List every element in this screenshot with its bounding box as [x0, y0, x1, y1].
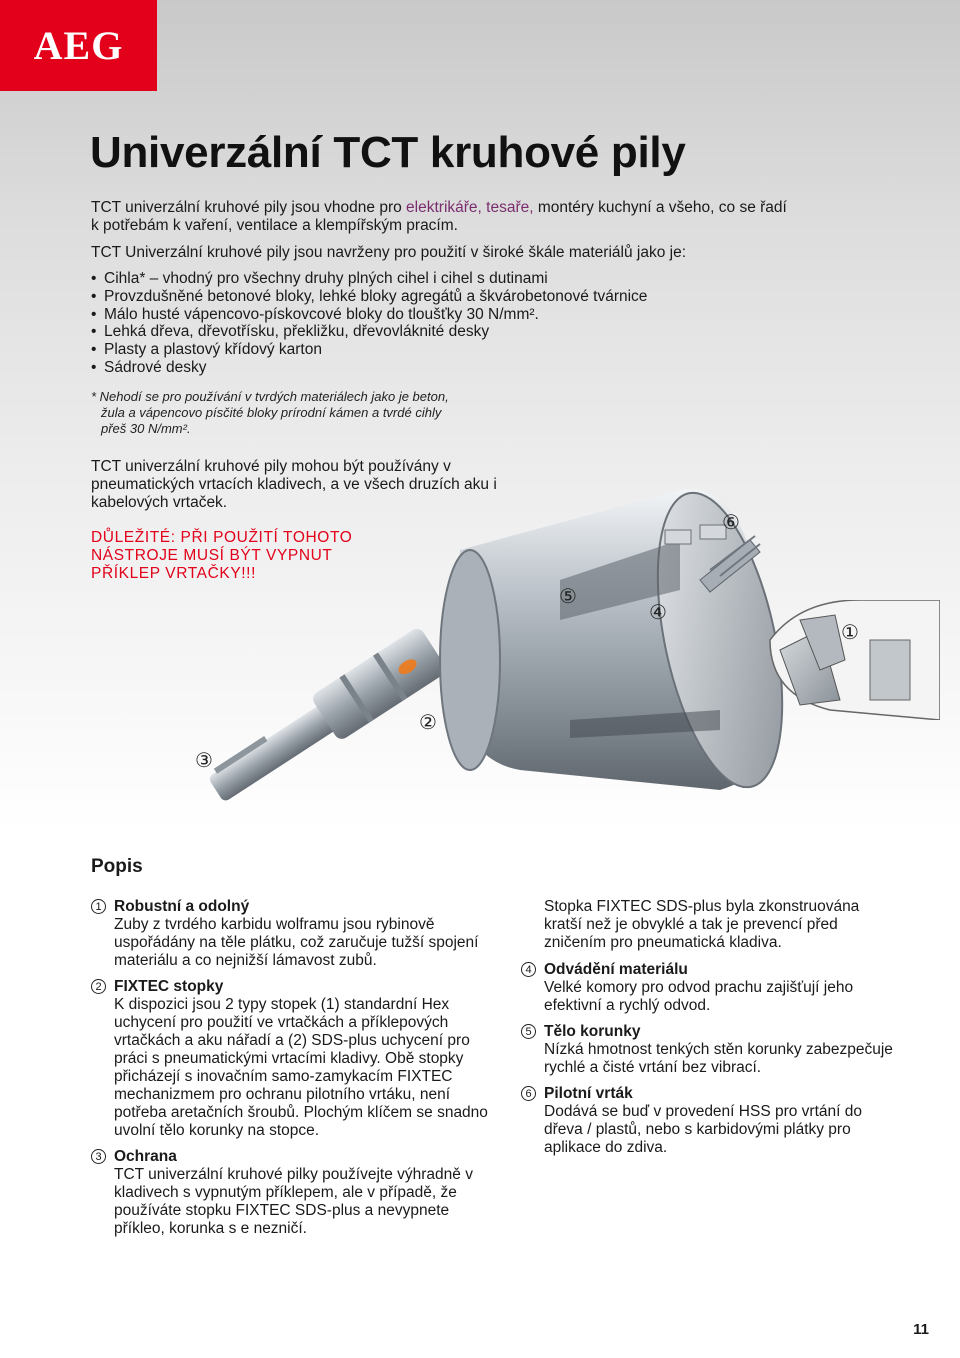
feature-item — [91, 898, 491, 970]
feature-title: Tělo korunky — [544, 1023, 641, 1040]
feature-item — [521, 1085, 901, 1157]
footnote-line-3: přeš 30 N/mm². — [101, 421, 191, 436]
page-number: 11 — [913, 1321, 929, 1338]
number-badge: 6 — [521, 1086, 536, 1101]
feature-description: Nízká hmotnost tenkých stěn korunky zabezpečuje rychlé a čisté vrtání bez vibrací. — [544, 1041, 893, 1076]
tooth-detail-zoom — [760, 600, 940, 720]
material-item: • Cihla* – vhodný pro všechny druhy plných cihel i cihel s dutinami — [91, 270, 647, 288]
number-badge: 1 — [91, 899, 106, 914]
warning-line-3: PŘÍKLEP VRTAČKY!!! — [91, 565, 256, 582]
feature-description: Velké komory pro odvod prachu zajišťují jeho efektivní a rychlý odvod. — [544, 979, 854, 1014]
footnote-line-1: * Nehodí se pro používání v tvrdých materiálech jako je beton, — [91, 389, 449, 404]
callout-3: ③ — [195, 750, 213, 772]
callout-2: ② — [419, 712, 437, 734]
feature-description: Stopka FIXTEC SDS-plus byla zkonstruována kratší než je obvyklé a tak je prevencí před zničením pro pneumatická kladiva. — [544, 898, 860, 951]
number-badge: 5 — [521, 1024, 536, 1039]
section-title: Popis — [91, 856, 143, 877]
callout-4: ④ — [649, 602, 667, 624]
feature-description: TCT univerzální kruhové pilky používejte výhradně v kladivech s vypnutým příklepem, ale v případě, že používáte stopku FIXTEC SDS-plus a nevypnete příkleo, korunka s e nezničí. — [114, 1166, 473, 1237]
materials-intro: TCT Univerzální kruhové pily jsou navrženy pro použití v široké škále materiálů jako je: — [91, 244, 686, 261]
warning-line-2: NÁSTROJE MUSÍ BÝT VYPNUT — [91, 547, 333, 564]
footnote-line-2: žula a vápencovo písčité bloky prírodní kámen a tvrdé cihly — [101, 405, 442, 420]
aeg-logo-text: AEG — [33, 23, 124, 68]
usage-paragraph: TCT univerzální kruhové pily mohou být používány v pneumatických vrtacích kladivech, a ve všech druzích aku i kabelových vrtaček. — [91, 458, 497, 511]
feature-description: Zuby z tvrdého karbidu wolframu jsou rybinově uspořádány na těle plátku, což zaručuje tužší spojení materiálu a co nejnižší lámavost zubů. — [114, 916, 479, 969]
intro-paragraph — [91, 199, 791, 235]
feature-item — [521, 961, 901, 1015]
intro-highlight: elektrikáře, tesaře, — [406, 199, 534, 216]
footnote — [91, 389, 511, 437]
feature-item — [521, 1023, 901, 1077]
saw-body — [440, 482, 805, 798]
materials-list — [91, 270, 647, 377]
feature-title: FIXTEC stopky — [114, 978, 224, 995]
number-badge: 3 — [91, 1149, 106, 1164]
feature-item — [91, 1148, 491, 1238]
page-title: Univerzální TCT kruhové pily — [90, 128, 686, 177]
material-item: • Sádrové desky — [91, 359, 647, 377]
material-item: • Plasty a plastový křídový karton — [91, 341, 647, 359]
feature-title: Ochrana — [114, 1148, 177, 1165]
aeg-logo — [0, 0, 157, 91]
callout-1: ① — [841, 622, 859, 644]
sds-shank — [201, 626, 448, 813]
material-item: • Málo husté vápencovo-pískovcové bloky do tloušťky 30 N/mm². — [91, 306, 647, 324]
number-badge: 2 — [91, 979, 106, 994]
number-badge: 4 — [521, 962, 536, 977]
feature-description: K dispozici jsou 2 typy stopek (1) standardní Hex uchycení pro použití ve vrtačkách a příklepových vrtačkách a aku nářadí a (2) SDS-plus uchycení pro práci s pneumatickými vrtacími kladivy. Obě stopky přicházejí s inovačním samo-zamykacím FIXTEC mechanizmem pro ochranu pilotního vrtáku, není potřeba aretačních šroubů. Plochým klíčem se snadno uvolní tělo korunky na stopce. — [114, 996, 488, 1139]
feature-item-continued — [521, 898, 901, 952]
material-item: • Lehká dřeva, dřevotřísku, překližku, dřevovláknité desky — [91, 323, 647, 341]
callout-6: ⑥ — [722, 512, 740, 534]
warning-line-1: DŮLEŽITÉ: PŘI POUŽITÍ TOHOTO — [91, 529, 353, 546]
feature-item — [91, 978, 491, 1140]
feature-title: Pilotní vrták — [544, 1085, 633, 1102]
feature-title: Odvádění materiálu — [544, 961, 688, 978]
feature-title: Robustní a odolný — [114, 898, 250, 915]
callout-5: ⑤ — [559, 586, 577, 608]
feature-description: Dodává se buď v provedení HSS pro vrtání do dřeva / plastů, nebo s karbidovými plátky pro aplikace do zdiva. — [544, 1103, 862, 1156]
intro-text-start: TCT univerzální kruhové pily jsou vhodne pro — [91, 199, 407, 216]
material-item: • Provzdušněné betonové bloky, lehké bloky agregátů a škvárobetonové tvárnice — [91, 288, 647, 306]
intro-text-end: montéry kuchyní a všeho, co se řadí k potřebám k vaření, ventilace a klempířským pracím. — [91, 199, 787, 234]
